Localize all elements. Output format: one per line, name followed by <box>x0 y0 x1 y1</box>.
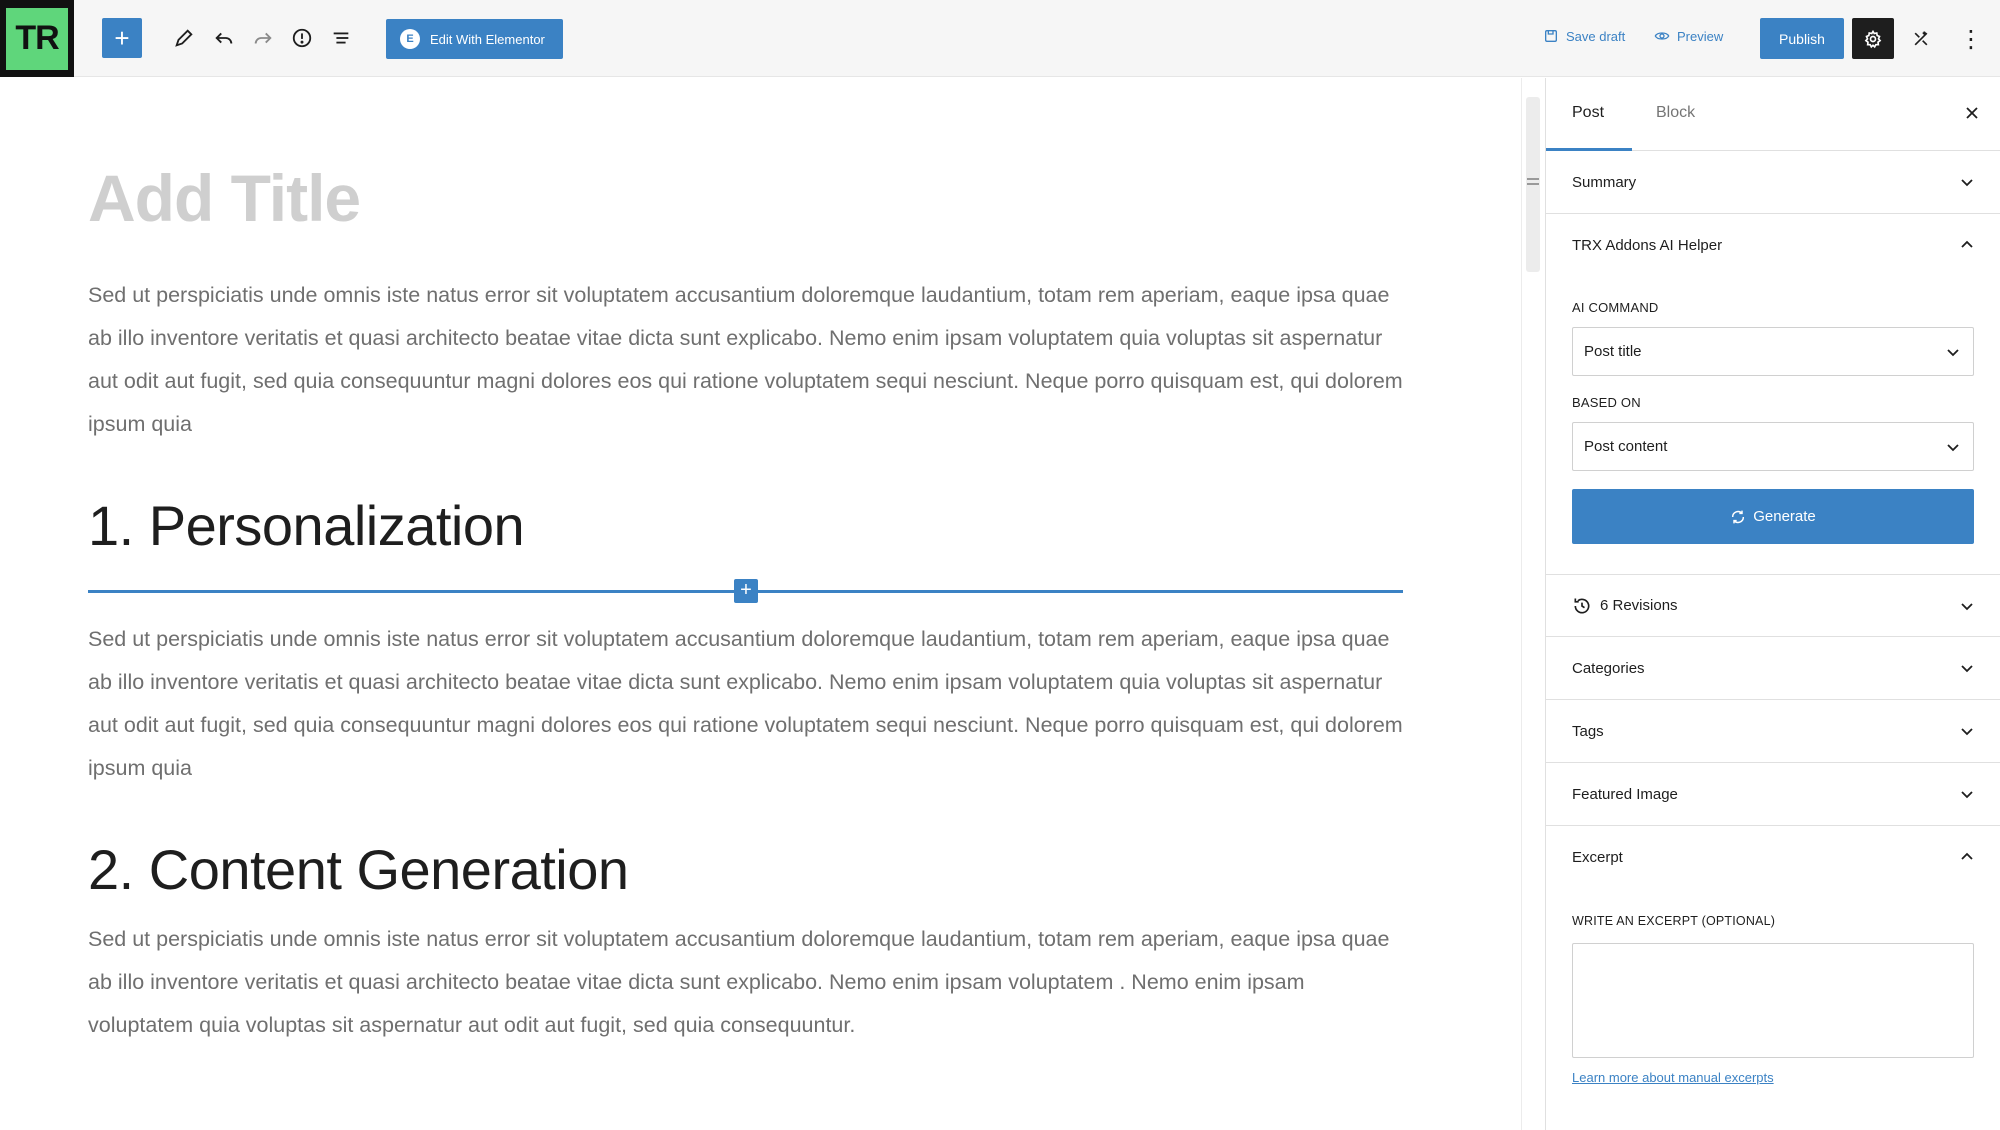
panel-revisions[interactable] <box>1546 574 2000 637</box>
based-on-label: BASED ON <box>1572 395 1641 410</box>
save-draft-button[interactable] <box>1543 28 1625 44</box>
more-options-icon[interactable]: ⋮ <box>1959 25 1983 53</box>
editor-canvas <box>0 78 1520 1130</box>
block-inserter-toggle[interactable]: + <box>102 18 142 58</box>
tools-icon <box>1911 29 1931 49</box>
panel-summary[interactable] <box>1546 151 2000 214</box>
ai-command-label: AI COMMAND <box>1572 300 1659 315</box>
panel-categories[interactable] <box>1546 637 2000 700</box>
chevron-down-icon <box>1945 344 1961 360</box>
pen-tool-icon[interactable] <box>168 22 200 54</box>
panel-ai-helper[interactable] <box>1546 214 2000 277</box>
preview-button[interactable] <box>1654 28 1723 44</box>
heading-block[interactable]: 2. Content Generation <box>88 838 629 901</box>
chevron-down-icon <box>1945 439 1961 455</box>
publish-button[interactable]: Publish <box>1760 18 1844 59</box>
revisions-icon <box>1572 596 1592 616</box>
save-draft-icon <box>1543 28 1559 44</box>
close-icon <box>1965 106 1979 120</box>
chevron-down-icon <box>1959 786 1975 802</box>
chevron-up-icon <box>1959 237 1975 253</box>
panel-featured-image-label: Featured Image <box>1572 785 1678 803</box>
panel-summary-label: Summary <box>1572 173 1637 191</box>
panel-ai-helper-label: TRX Addons AI Helper <box>1572 237 1723 254</box>
post-title-input[interactable]: Add Title <box>88 161 361 235</box>
gear-icon <box>1863 29 1883 49</box>
list-view-icon[interactable] <box>325 22 357 54</box>
sidebar-tabs <box>1546 78 2000 151</box>
settings-toggle-button[interactable] <box>1852 18 1894 59</box>
heading-block[interactable]: 1. Personalization <box>88 494 525 557</box>
chevron-down-icon <box>1959 598 1975 614</box>
learn-more-excerpts-link[interactable]: Learn more about manual excerpts <box>1572 1070 1774 1085</box>
paragraph-block[interactable]: Sed ut perspiciatis unde omnis iste natus error sit voluptatem accusantium doloremque laudantium, totam rem aperiam, eaque ipsa quae ab illo inventore veritatis et quasi architecto beatae vitae dicta sunt explicabo. Nemo enim ipsam voluptatem quia voluptas sit aspernatur aut odit aut fugit, sed quia consequuntur magni dolores eos qui ratione voluptatem sequi nesciunt. Neque porro quisquam est, qui dolorem ipsum quia <box>88 627 1403 780</box>
preview-label: Preview <box>1677 28 1724 44</box>
details-info-icon[interactable] <box>286 22 318 54</box>
panel-excerpt[interactable] <box>1546 826 2000 889</box>
close-sidebar-button[interactable] <box>1959 100 1985 126</box>
undo-icon[interactable] <box>208 22 240 54</box>
editor-toolbar <box>0 0 2000 77</box>
site-logo[interactable] <box>0 0 74 77</box>
panel-categories-label: Categories <box>1572 659 1645 677</box>
ai-tools-button[interactable] <box>1904 22 1938 56</box>
inline-block-inserter-button[interactable]: + <box>734 579 758 603</box>
sidebar-resize-handle[interactable] <box>1527 178 1539 188</box>
panel-tags-label: Tags <box>1572 722 1604 740</box>
panel-revisions-label: 6 Revisions <box>1600 597 1678 614</box>
ai-command-value: Post title <box>1584 343 1642 360</box>
chevron-down-icon <box>1959 660 1975 676</box>
chevron-down-icon <box>1959 174 1975 190</box>
excerpt-textarea[interactable] <box>1572 943 1974 1058</box>
tab-block[interactable]: Block <box>1656 104 1696 121</box>
paragraph-block[interactable]: Sed ut perspiciatis unde omnis iste natus error sit voluptatem accusantium doloremque laudantium, totam rem aperiam, eaque ipsa quae ab illo inventore veritatis et quasi architecto beatae vitae dicta sunt explicabo. Nemo enim ipsam voluptatem . Nemo enim ipsam voluptatem quia voluptas sit aspernatur aut odit aut fugit, sed quia consequuntur. <box>88 927 1390 1037</box>
generate-label: Generate <box>1753 508 1816 525</box>
panel-tags[interactable] <box>1546 700 2000 763</box>
redo-icon[interactable] <box>247 22 279 54</box>
eye-icon <box>1654 28 1670 44</box>
settings-sidebar <box>1545 78 2000 1130</box>
based-on-value: Post content <box>1584 438 1668 455</box>
ai-command-select[interactable] <box>1572 327 1974 376</box>
chevron-up-icon <box>1959 849 1975 865</box>
generate-button[interactable] <box>1572 489 1974 544</box>
edit-with-elementor-button[interactable] <box>386 19 563 59</box>
elementor-icon: E <box>400 29 420 49</box>
paragraph-block[interactable]: Sed ut perspiciatis unde omnis iste natus error sit voluptatem accusantium doloremque laudantium, totam rem aperiam, eaque ipsa quae ab illo inventore veritatis et quasi architecto beatae vitae dicta sunt explicabo. Nemo enim ipsam voluptatem quia voluptas sit aspernatur aut odit aut fugit, sed quia consequuntur magni dolores eos qui ratione voluptatem sequi nesciunt. Neque porro quisquam est, qui dolorem ipsum quia <box>88 283 1403 436</box>
edit-with-elementor-label: Edit With Elementor <box>430 31 545 47</box>
based-on-select[interactable] <box>1572 422 1974 471</box>
save-draft-label: Save draft <box>1566 28 1626 44</box>
panel-featured-image[interactable] <box>1546 763 2000 826</box>
chevron-down-icon <box>1959 723 1975 739</box>
site-logo-mark: TR <box>6 8 68 70</box>
panel-excerpt-label: Excerpt <box>1572 849 1623 866</box>
refresh-icon <box>1730 509 1746 525</box>
tab-post[interactable]: Post <box>1572 104 1605 121</box>
excerpt-field-label: WRITE AN EXCERPT (OPTIONAL) <box>1572 914 1776 928</box>
